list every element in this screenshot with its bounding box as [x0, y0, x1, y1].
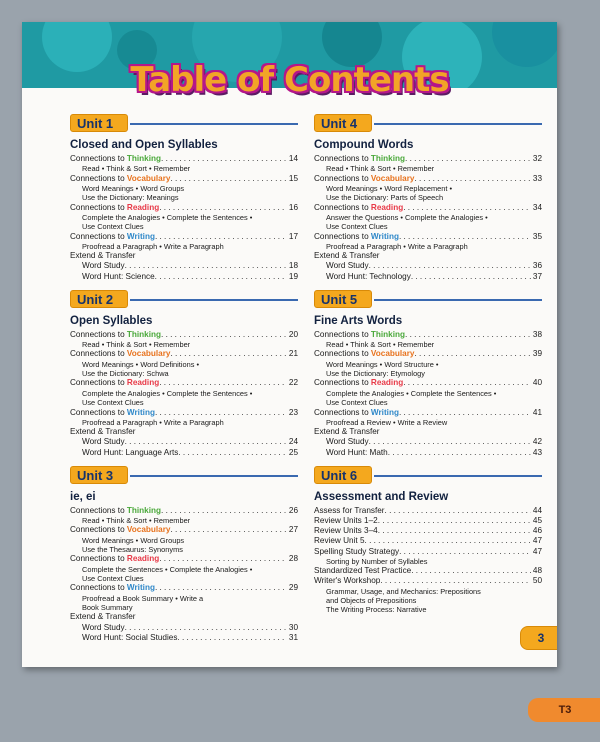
toc-entry — [70, 251, 298, 261]
unit-header — [70, 290, 298, 310]
toc-entry — [70, 272, 298, 282]
entry-label: Word Study — [82, 261, 125, 271]
entry-label: Connections to Writing — [314, 231, 399, 241]
entry-label: Connections to Thinking — [314, 154, 406, 163]
dot-leader — [125, 261, 287, 271]
unit-divider — [130, 123, 298, 125]
entry-label: Connections to Reading — [314, 378, 404, 388]
unit-header — [314, 114, 542, 134]
entry-subtopics: Word Meanings • Word Structure • — [326, 359, 439, 369]
page-title: Table of Contents — [130, 60, 449, 100]
unit-divider — [130, 299, 298, 301]
dot-leader — [388, 448, 531, 458]
entry-subtopics: Use Context Clues — [82, 222, 144, 232]
entry-subtopics: Read • Think & Sort • Remember — [82, 164, 191, 174]
dot-leader — [378, 516, 531, 526]
entry-label: Writer's Workshop — [314, 576, 381, 586]
toc-entry — [314, 232, 542, 242]
teacher-page-tab: T3 — [528, 698, 600, 722]
dot-leader — [378, 526, 531, 536]
toc-entry — [314, 427, 542, 437]
entry-page-number: 21 — [288, 349, 298, 359]
dot-leader — [159, 554, 287, 564]
toc-entry — [314, 330, 542, 340]
entry-label: Spelling Study Strategy — [314, 546, 400, 556]
entry-page-number: 50 — [532, 576, 542, 586]
dot-leader — [399, 232, 531, 242]
unit-section — [314, 466, 542, 615]
entry-label: Assess for Transfer — [314, 505, 385, 515]
entry-page-number: 15 — [288, 173, 298, 183]
toc-entry — [314, 437, 542, 447]
entry-label: Connections to Reading — [70, 202, 160, 212]
entry-page-number: 19 — [288, 271, 298, 281]
toc-column-right — [314, 114, 542, 623]
entry-label: Connections to Writing — [70, 407, 155, 417]
entry-subtopics: Word Meanings • Word Definitions • — [82, 359, 200, 369]
entry-label: Extend & Transfer — [70, 612, 136, 622]
page-number-badge: 3 — [520, 626, 557, 650]
entry-page-number: 47 — [532, 536, 542, 546]
dot-leader — [403, 203, 531, 213]
entry-subtopics: Use the Dictionary: Schwa — [82, 369, 169, 379]
dot-leader — [177, 633, 286, 643]
entry-label: Review Units 3–4 — [314, 526, 378, 536]
entry-subtopics: Complete the Analogies • Complete the Sentences • — [326, 388, 497, 398]
entry-page-number: 25 — [288, 447, 298, 457]
entry-label: Connections to Thinking — [314, 329, 406, 339]
entry-page-number: 29 — [288, 583, 298, 593]
entry-label: Connections to Vocabulary — [70, 525, 171, 535]
entry-label: Connections to Thinking — [70, 329, 162, 339]
entry-page-number: 28 — [288, 554, 298, 564]
toc-entry — [314, 261, 542, 271]
toc-entry — [314, 526, 542, 536]
entry-subtopics: Use Context Clues — [326, 398, 388, 408]
entry-keyword: Thinking — [126, 505, 162, 515]
dot-leader — [170, 349, 286, 359]
dot-leader — [385, 506, 531, 516]
dot-leader — [161, 154, 287, 164]
entry-page-number: 39 — [532, 349, 542, 359]
unit-section — [314, 114, 542, 282]
toc-entry — [70, 378, 298, 388]
entry-page-number: 14 — [288, 154, 298, 163]
toc-entry — [314, 378, 542, 388]
entry-label: Word Study — [326, 437, 369, 447]
entry-page-number: 48 — [532, 566, 542, 576]
entry-keyword: Vocabulary — [370, 173, 415, 183]
toc-entry — [70, 427, 298, 437]
dot-leader — [161, 330, 287, 340]
toc-entry — [314, 516, 542, 526]
section-title: Closed and Open Syllables — [70, 139, 218, 151]
dot-leader — [170, 174, 286, 184]
entry-keyword: Writing — [126, 231, 155, 241]
entry-label: Word Hunt: Language Arts — [82, 447, 179, 457]
dot-leader — [155, 583, 287, 593]
unit-header — [314, 466, 542, 486]
entry-page-number: 36 — [532, 261, 542, 271]
unit-header — [70, 114, 298, 134]
toc-entry — [70, 174, 298, 184]
unit-badge: Unit 3 — [70, 466, 128, 484]
entry-subtopics: Answer the Questions • Complete the Analogies • — [326, 212, 488, 222]
entry-page-number: 38 — [532, 329, 542, 339]
entry-label: Word Hunt: Science — [82, 271, 155, 281]
section-title: Assessment and Review — [314, 490, 449, 503]
entry-subtopics: Read • Think & Sort • Remember — [326, 164, 435, 174]
entry-subtopics: The Writing Process: Narrative — [326, 605, 427, 615]
unit-section — [70, 290, 298, 458]
unit-divider — [130, 475, 298, 477]
entry-subtopics: Use Context Clues — [82, 573, 144, 583]
dot-leader — [365, 536, 531, 546]
entry-label: Connections to Thinking — [70, 154, 162, 163]
dot-leader — [411, 272, 531, 282]
toc-entry — [314, 448, 542, 458]
toc-entry — [70, 623, 298, 633]
toc-entry — [70, 203, 298, 213]
entry-subtopics: Book Summary — [82, 602, 133, 612]
entry-label: Word Hunt: Technology — [326, 271, 411, 281]
entry-page-number: 47 — [532, 546, 542, 556]
entry-page-number: 43 — [532, 447, 542, 457]
entry-keyword: Writing — [370, 231, 399, 241]
entry-keyword: Writing — [126, 583, 155, 593]
entry-subtopics: Use Context Clues — [82, 398, 144, 408]
toc-entry — [70, 330, 298, 340]
entry-subtopics: Grammar, Usage, and Mechanics: Prepositions — [326, 586, 481, 596]
toc-column-left — [70, 114, 298, 651]
toc-entry — [314, 174, 542, 184]
entry-label: Word Hunt: Social Studies — [82, 632, 178, 642]
entry-page-number: 31 — [288, 632, 298, 642]
entry-subtopics: Read • Think & Sort • Remember — [82, 515, 191, 525]
entry-label: Word Study — [82, 437, 125, 447]
entry-label: Extend & Transfer — [314, 251, 380, 261]
entry-keyword: Vocabulary — [370, 349, 415, 359]
entry-label: Connections to Vocabulary — [314, 173, 415, 183]
toc-entry — [70, 232, 298, 242]
entry-subtopics: Complete the Sentences • Complete the Analogies • — [82, 564, 253, 574]
dot-leader — [161, 506, 287, 516]
unit-header — [70, 466, 298, 486]
entry-label: Word Study — [82, 622, 125, 632]
entry-page-number: 23 — [288, 407, 298, 417]
dot-leader — [414, 174, 530, 184]
entry-subtopics: Complete the Analogies • Complete the Sentences • — [82, 212, 253, 222]
dot-leader — [178, 448, 287, 458]
dot-leader — [399, 408, 531, 418]
section-title: Fine Arts Words — [314, 314, 403, 327]
entry-subtopics: Use the Dictionary: Parts of Speech — [326, 193, 444, 203]
entry-label: Connections to Thinking — [70, 505, 162, 515]
toc-entry — [314, 203, 542, 213]
toc-entry — [70, 583, 298, 593]
dot-leader — [155, 232, 287, 242]
entry-keyword: Thinking — [370, 154, 406, 163]
entry-page-number: 16 — [288, 202, 298, 212]
unit-section — [70, 114, 298, 282]
toc-entry — [314, 566, 542, 576]
entry-subtopics: Use the Dictionary: Etymology — [326, 369, 425, 379]
toc-entry — [70, 408, 298, 418]
entry-page-number: 42 — [532, 437, 542, 447]
entry-keyword: Reading — [370, 378, 404, 388]
entry-subtopics: Proofread a Paragraph • Write a Paragraph — [326, 241, 468, 251]
entry-label: Review Unit 5 — [314, 536, 365, 546]
entry-label: Word Hunt: Math — [326, 447, 388, 457]
toc-entry — [70, 506, 298, 516]
entry-keyword: Reading — [126, 202, 160, 212]
unit-badge: Unit 6 — [314, 466, 372, 484]
entry-label: Connections to Writing — [314, 407, 399, 417]
section-title: Compound Words — [314, 139, 414, 151]
entry-subtopics: Proofread a Review • Write a Review — [326, 417, 448, 427]
entry-page-number: 46 — [532, 526, 542, 536]
toc-entry — [70, 554, 298, 564]
entry-subtopics: Read • Think & Sort • Remember — [326, 340, 435, 350]
dot-leader — [170, 525, 286, 535]
dot-leader — [405, 330, 531, 340]
toc-entry — [314, 349, 542, 359]
entry-page-number: 41 — [532, 407, 542, 417]
unit-badge: Unit 5 — [314, 290, 372, 308]
entry-label: Extend & Transfer — [70, 427, 136, 437]
entry-page-number: 17 — [288, 231, 298, 241]
dot-leader — [125, 437, 287, 447]
book-page — [22, 22, 557, 667]
toc-entry — [314, 547, 542, 557]
toc-entry — [70, 261, 298, 271]
toc-entry — [314, 272, 542, 282]
unit-divider — [374, 123, 542, 125]
dot-leader — [414, 349, 530, 359]
entry-label: Extend & Transfer — [314, 427, 380, 437]
entry-keyword: Reading — [370, 202, 404, 212]
entry-label: Connections to Writing — [70, 583, 155, 593]
toc-entry — [314, 154, 542, 164]
toc-entry — [314, 536, 542, 546]
entry-subtopics: Word Meanings • Word Groups — [82, 183, 185, 193]
dot-leader — [155, 272, 287, 282]
entry-label: Connections to Reading — [70, 378, 160, 388]
entry-keyword: Thinking — [126, 154, 162, 163]
toc-entry — [314, 408, 542, 418]
entry-subtopics: Proofread a Book Summary • Write a — [82, 593, 204, 603]
section-title: ie, ei — [70, 490, 96, 503]
entry-subtopics: Use the Thesaurus: Synonyms — [82, 544, 183, 554]
entry-subtopics: Proofread a Paragraph • Write a Paragraph — [82, 241, 224, 251]
unit-divider — [374, 299, 542, 301]
entry-label: Connections to Reading — [314, 202, 404, 212]
entry-label: Review Units 1–2 — [314, 515, 378, 525]
toc-entry — [70, 349, 298, 359]
entry-page-number: 45 — [532, 515, 542, 525]
entry-page-number: 44 — [532, 505, 542, 515]
dot-leader — [405, 154, 531, 164]
dot-leader — [159, 203, 287, 213]
toc-entry — [70, 437, 298, 447]
entry-keyword: Writing — [370, 407, 399, 417]
entry-page-number: 35 — [532, 231, 542, 241]
entry-page-number: 30 — [288, 622, 298, 632]
entry-subtopics: Word Meanings • Word Groups — [82, 535, 185, 545]
entry-page-number: 34 — [532, 202, 542, 212]
entry-page-number: 26 — [288, 505, 298, 515]
entry-keyword: Vocabulary — [126, 525, 171, 535]
entry-label: Connections to Vocabulary — [70, 349, 171, 359]
entry-label: Connections to Reading — [70, 554, 160, 564]
entry-subtopics: and Objects of Prepositions — [326, 595, 417, 605]
unit-badge: Unit 2 — [70, 290, 128, 308]
toc-entry — [70, 525, 298, 535]
entry-page-number: 40 — [532, 378, 542, 388]
dot-leader — [159, 378, 287, 388]
toc-entry — [314, 576, 542, 586]
entry-label: Connections to Vocabulary — [70, 173, 171, 183]
unit-badge: Unit 1 — [70, 114, 128, 132]
unit-section — [314, 290, 542, 458]
entry-subtopics: Word Meanings • Word Replacement • — [326, 183, 453, 193]
entry-page-number: 37 — [532, 271, 542, 281]
entry-keyword: Vocabulary — [126, 173, 171, 183]
toc-entry — [70, 612, 298, 622]
dot-leader — [380, 576, 531, 586]
dot-leader — [403, 378, 531, 388]
entry-keyword: Vocabulary — [126, 349, 171, 359]
entry-label: Extend & Transfer — [70, 251, 136, 261]
unit-divider — [374, 475, 542, 477]
entry-keyword: Reading — [126, 554, 160, 564]
unit-header — [314, 290, 542, 310]
entry-page-number: 33 — [532, 173, 542, 183]
entry-keyword: Thinking — [126, 329, 162, 339]
entry-keyword: Writing — [126, 407, 155, 417]
entry-page-number: 20 — [288, 329, 298, 339]
entry-subtopics: Proofread a Paragraph • Write a Paragraph — [82, 417, 224, 427]
entry-keyword: Reading — [126, 378, 160, 388]
entry-subtopics: Complete the Analogies • Complete the Sentences • — [82, 388, 253, 398]
section-title: Open Syllables — [70, 314, 153, 327]
entry-page-number: 18 — [288, 261, 298, 271]
toc-entry — [70, 633, 298, 643]
toc-entry — [314, 506, 542, 516]
toc-entry — [70, 154, 298, 164]
entry-page-number: 24 — [288, 437, 298, 447]
entry-subtopics: Use the Dictionary: Meanings — [82, 193, 179, 203]
entry-keyword: Thinking — [370, 329, 406, 339]
entry-page-number: 27 — [288, 525, 298, 535]
dot-leader — [369, 261, 531, 271]
dot-leader — [155, 408, 287, 418]
entry-label: Connections to Vocabulary — [314, 349, 415, 359]
dot-leader — [399, 547, 531, 557]
entry-page-number: 32 — [532, 154, 542, 163]
toc-entry — [314, 251, 542, 261]
entry-label: Word Study — [326, 261, 369, 271]
entry-subtopics: Use Context Clues — [326, 222, 388, 232]
entry-subtopics: Read • Think & Sort • Remember — [82, 340, 191, 350]
dot-leader — [369, 437, 531, 447]
dot-leader — [125, 623, 287, 633]
unit-badge: Unit 4 — [314, 114, 372, 132]
dot-leader — [411, 566, 531, 576]
entry-label: Standardized Test Practice — [314, 566, 412, 576]
unit-section — [70, 466, 298, 643]
entry-label: Connections to Writing — [70, 231, 155, 241]
entry-page-number: 22 — [288, 378, 298, 388]
toc-entry — [70, 448, 298, 458]
entry-subtopics: Sorting by Number of Syllables — [326, 556, 428, 566]
